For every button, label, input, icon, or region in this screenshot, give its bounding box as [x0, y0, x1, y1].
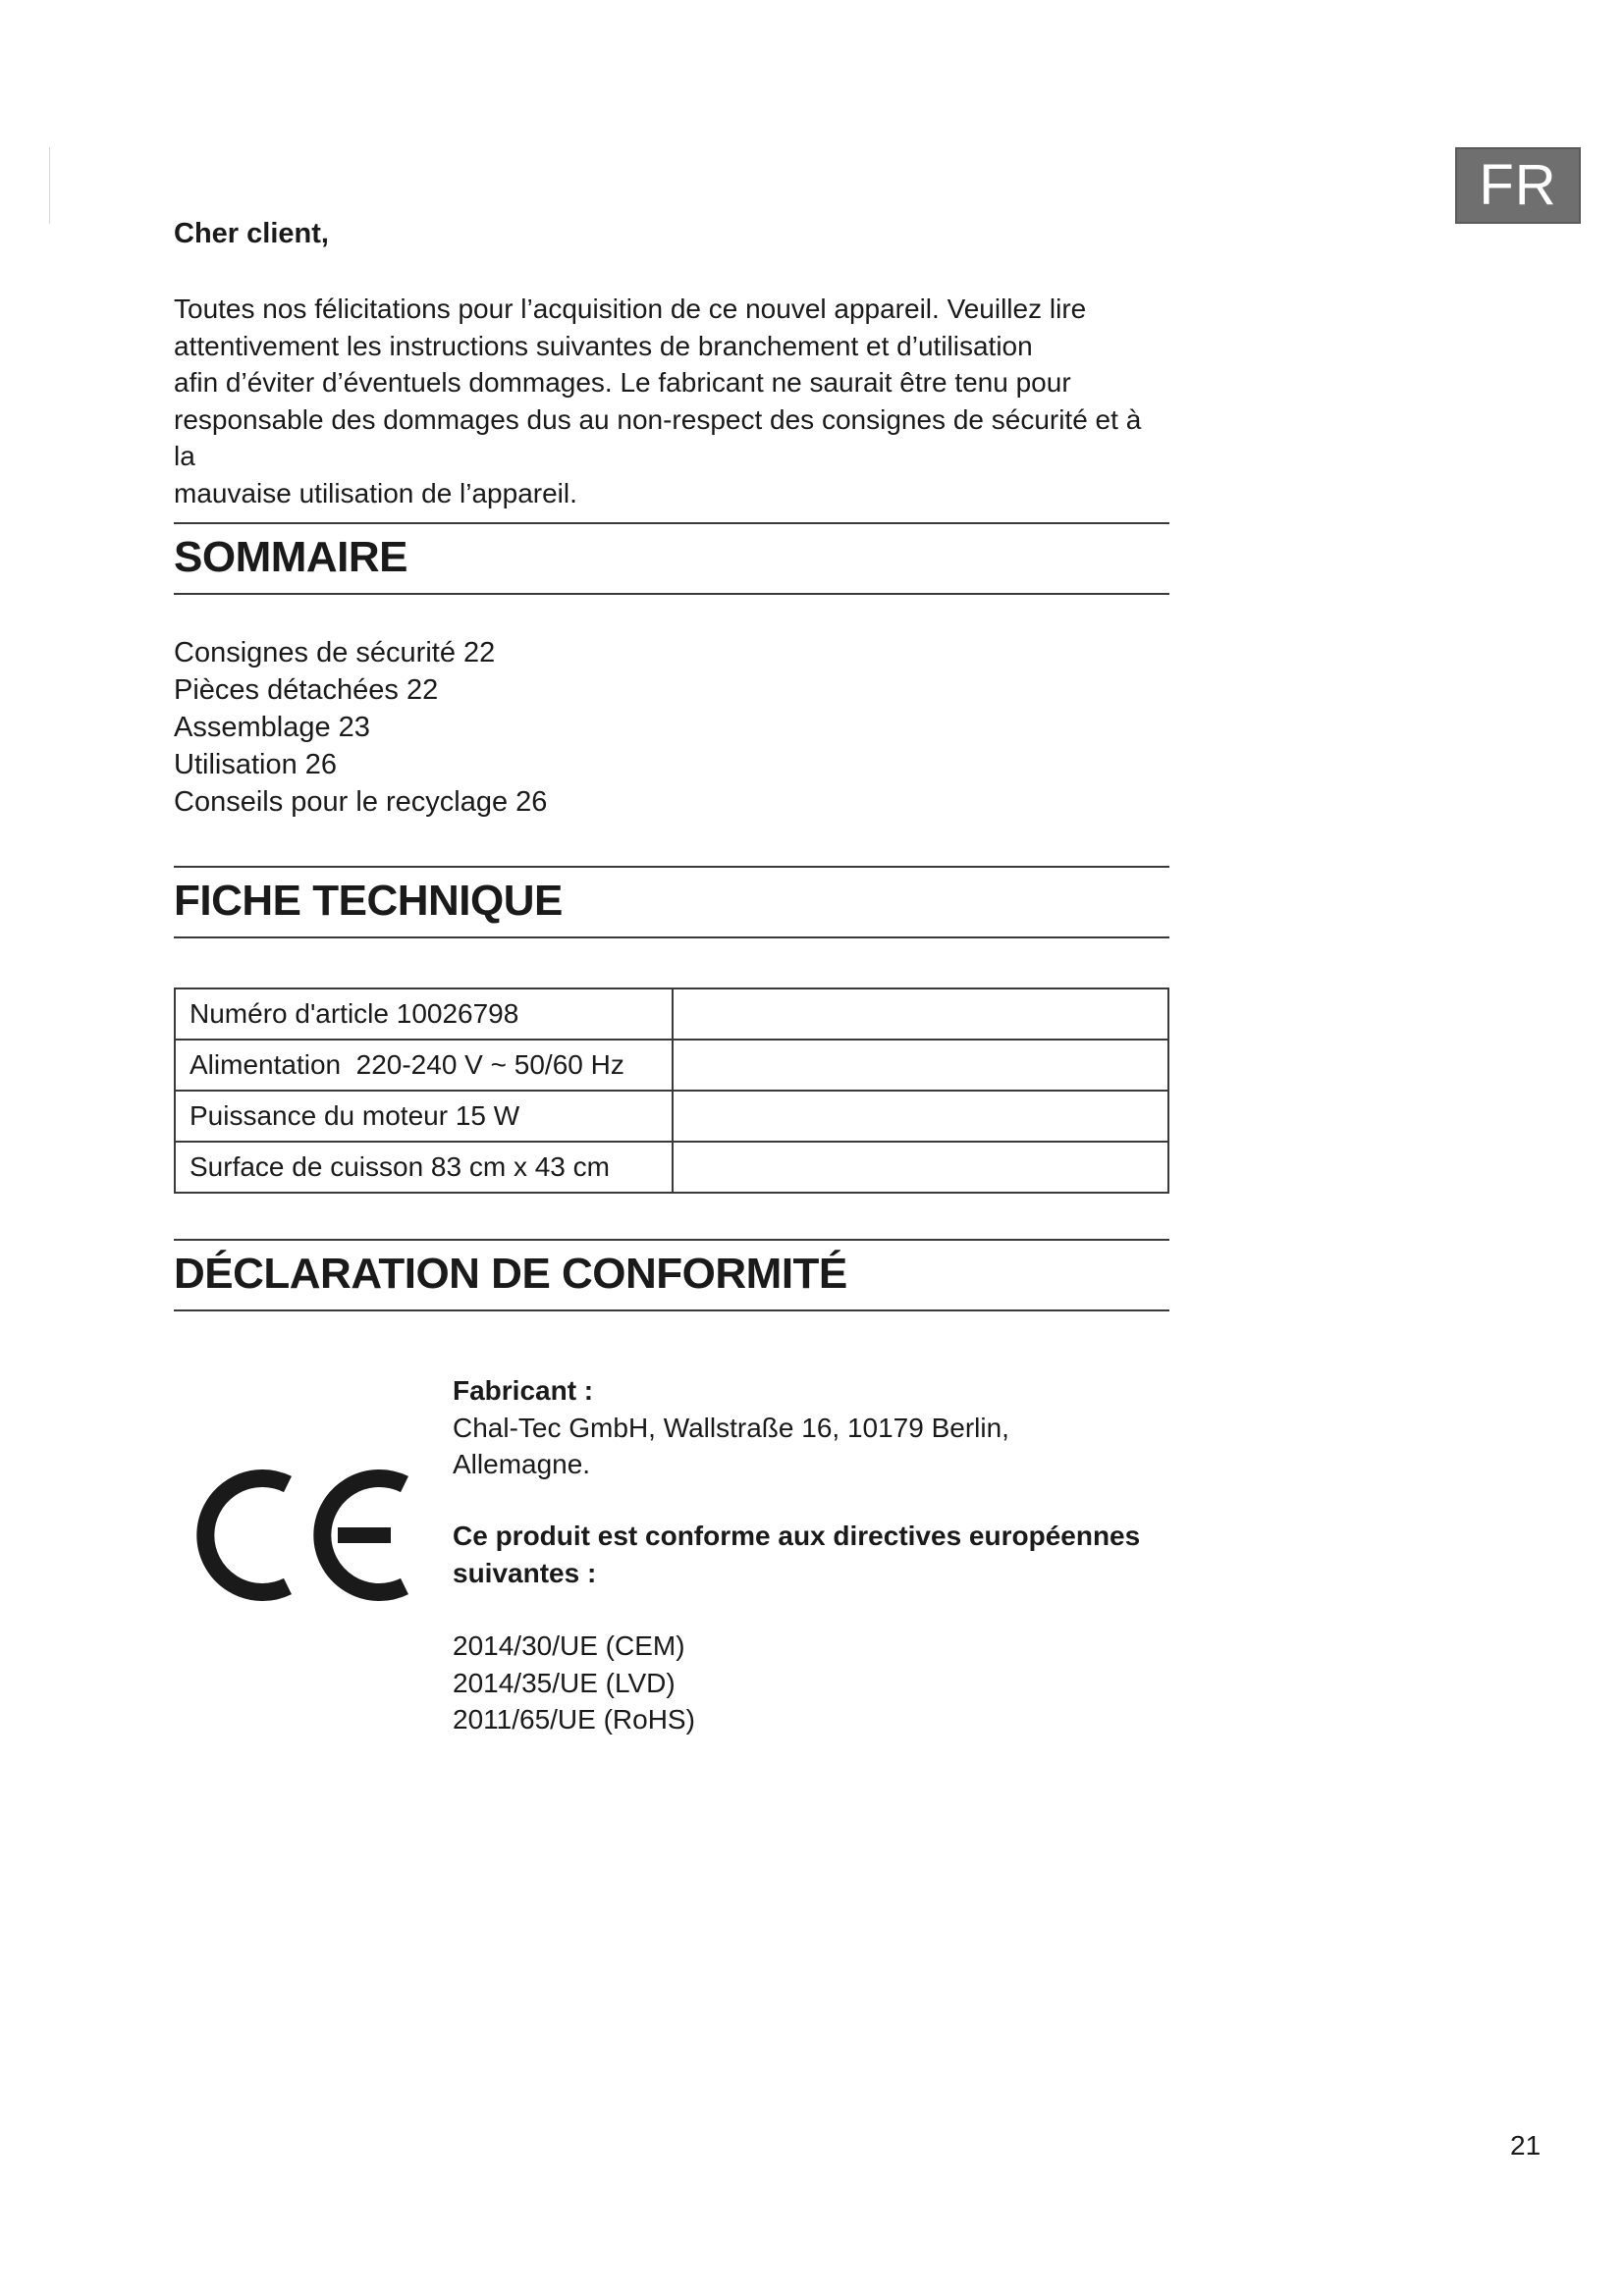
spec-label-cell: Puissance du moteur 15 W: [175, 1091, 673, 1142]
table-row: [175, 1142, 1168, 1193]
spec-value-cell: [673, 988, 1168, 1040]
spec-label-cell: Surface de cuisson 83 cm x 43 cm: [175, 1142, 673, 1193]
directive-item: 2014/35/UE (LVD): [453, 1667, 676, 1698]
language-badge: FR: [1455, 147, 1581, 224]
table-of-contents: [174, 634, 547, 821]
directives-heading-line: Ce produit est conforme aux directives européennes: [453, 1521, 1141, 1551]
toc-item: Utilisation 26: [174, 749, 338, 780]
toc-item: Pièces détachées 22: [174, 674, 439, 706]
ce-mark-icon: [193, 1457, 414, 1614]
directives-list: [453, 1628, 695, 1738]
manufacturer-label: Fabricant :: [453, 1375, 594, 1406]
section-conformity-header: [174, 1239, 1169, 1311]
greeting: Cher client,: [174, 218, 329, 249]
spec-value-cell: [673, 1091, 1168, 1142]
spec-label-cell: Alimentation 220-240 V ~ 50/60 Hz: [175, 1040, 673, 1091]
spec-value-cell: [673, 1142, 1168, 1193]
directive-item: 2014/30/UE (CEM): [453, 1630, 685, 1661]
spec-value-cell: [673, 1040, 1168, 1091]
manufacturer-country: Allemagne.: [453, 1449, 591, 1479]
manufacturer-block: [453, 1372, 1169, 1483]
spec-label-cell: Numéro d'article 10026798: [175, 988, 673, 1040]
conformity-heading: DÉCLARATION DE CONFORMITÉ: [174, 1250, 847, 1298]
intro-line: attentivement les instructions suivantes de branchement et d’utilisation: [174, 330, 1033, 361]
intro-paragraph: [174, 291, 1169, 511]
intro-line: afin d’éviter d’éventuels dommages. Le fabricant ne saurait être tenu pour: [174, 367, 1071, 398]
toc-item: Consignes de sécurité 22: [174, 637, 496, 668]
table-row: [175, 1091, 1168, 1142]
toc-item: Assemblage 23: [174, 712, 370, 743]
directives-heading: [453, 1518, 1169, 1591]
table-row: [175, 1040, 1168, 1091]
spec-heading: FICHE TECHNIQUE: [174, 877, 563, 925]
intro-line: mauvaise utilisation de l’appareil.: [174, 477, 577, 508]
intro-line: Toutes nos félicitations pour l’acquisition de ce nouvel appareil. Veuillez lire: [174, 294, 1087, 324]
intro-line: responsable des dommages dus au non-respect des consignes de sécurité et à la: [174, 403, 1142, 471]
margin-line: [49, 147, 50, 224]
directive-item: 2011/65/UE (RoHS): [453, 1704, 695, 1735]
toc-heading: SOMMAIRE: [174, 533, 407, 581]
page-number: 21: [1510, 2130, 1542, 2161]
section-spec-header: [174, 866, 1169, 938]
spec-table: [174, 988, 1169, 1194]
toc-item: Conseils pour le recyclage 26: [174, 786, 548, 818]
table-row: [175, 988, 1168, 1040]
manufacturer-address: Chal-Tec GmbH, Wallstraße 16, 10179 Berlin,: [453, 1412, 1009, 1443]
section-toc-header: [174, 522, 1169, 595]
directives-heading-line: suivantes :: [453, 1557, 597, 1588]
